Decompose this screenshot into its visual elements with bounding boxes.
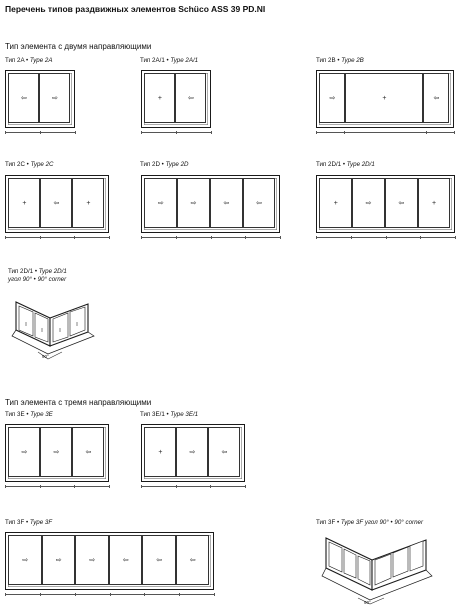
slide-right-icon: ⇨	[55, 556, 62, 564]
fixed-pane-icon: +	[431, 199, 437, 207]
element-frame	[5, 424, 109, 482]
track-tick	[109, 485, 110, 488]
sash-panel	[423, 73, 449, 123]
sash-panel	[210, 178, 243, 228]
sash-panel	[144, 178, 177, 228]
slide-right-icon: ⇨	[329, 94, 336, 102]
fixed-pane-icon: +	[86, 199, 91, 207]
label-type-2a: Тип 2A • Type 2A	[5, 57, 53, 64]
track-tick	[5, 131, 6, 134]
slide-left-icon: ⇦	[256, 199, 262, 207]
track-tick	[74, 236, 75, 239]
slide-left-icon: ⇦	[187, 94, 194, 102]
track-tick	[214, 593, 215, 596]
element-frame	[5, 175, 109, 233]
slide-right-icon: ⇨	[157, 199, 164, 207]
section-three-tracks: Тип элемента с тремя направляющими	[5, 398, 152, 407]
element-frame	[141, 70, 211, 128]
element-frame	[5, 70, 75, 128]
track-tick	[420, 236, 421, 239]
sash-panel	[243, 178, 276, 228]
slide-right-icon: ⇨	[365, 199, 372, 207]
sash-panel	[40, 427, 72, 477]
element-frame	[316, 175, 455, 233]
section-two-tracks: Тип элемента с двумя направляющими	[5, 42, 152, 51]
slide-left-icon: ⇦	[223, 199, 230, 207]
slide-left-icon: ⇦	[433, 94, 440, 102]
track-tick	[245, 485, 246, 488]
track-tick	[344, 131, 345, 134]
track-tick	[74, 485, 75, 488]
track-tick	[280, 236, 281, 239]
track-tick	[141, 485, 142, 488]
slide-right-icon: ⇨	[89, 556, 96, 564]
track-tick	[5, 485, 6, 488]
track-tick	[75, 593, 76, 596]
slide-left-icon: ⇦	[53, 199, 60, 207]
sash-panel	[72, 178, 104, 228]
track-tick	[176, 485, 177, 488]
track-tick	[40, 593, 41, 596]
page-title: Перечень типов раздвижных элементов Schüco ASS 39 PD.NI	[5, 4, 266, 14]
track-tick	[40, 236, 41, 239]
slide-right-icon: ⇨	[51, 94, 58, 102]
sash-panel	[319, 73, 345, 123]
fixed-pane-icon: +	[22, 199, 27, 207]
track-tick	[316, 236, 317, 239]
element-frame	[316, 70, 454, 128]
label-type-3e: Тип 3E • Type 3E	[5, 411, 53, 418]
sash-panel	[8, 178, 40, 228]
track-tick	[141, 131, 142, 134]
track-tick	[176, 236, 177, 239]
track-tick	[144, 593, 145, 596]
track-tick	[210, 485, 211, 488]
track-tick	[176, 131, 177, 134]
track-tick	[40, 131, 41, 134]
track-line	[141, 486, 245, 487]
slide-left-icon: ⇦	[398, 199, 405, 207]
track-tick	[179, 593, 180, 596]
slide-right-icon: ⇨	[189, 448, 196, 456]
sash-panel	[8, 73, 39, 123]
label-type-3f-corner: Тип 3F • Type 3F угол 90° • 90° corner	[316, 519, 424, 526]
track-line	[5, 237, 109, 238]
track-line	[316, 132, 454, 133]
sash-panel	[39, 73, 70, 123]
slide-left-icon: ⇦	[189, 556, 196, 564]
track-tick	[75, 131, 76, 134]
slide-right-icon: ⇨	[190, 199, 197, 207]
fixed-pane-icon: +	[157, 94, 162, 102]
sash-panel	[352, 178, 385, 228]
sash-panel	[109, 535, 143, 585]
track-tick	[245, 236, 246, 239]
label-type-2c: Тип 2C • Type 2C	[5, 161, 54, 168]
track-tick	[426, 131, 427, 134]
track-tick	[5, 593, 6, 596]
corner-3f-angle: 90°	[364, 600, 371, 605]
slide-left-icon: ⇦	[221, 448, 228, 456]
fixed-pane-icon: +	[333, 199, 338, 207]
sash-panel	[385, 178, 418, 228]
label-type-2d1: Тип 2D/1 • Type 2D/1	[316, 161, 375, 168]
sash-panel	[42, 535, 76, 585]
element-frame	[141, 424, 245, 482]
track-tick	[141, 236, 142, 239]
sash-panel	[177, 178, 210, 228]
sash-panel	[40, 178, 72, 228]
track-tick	[316, 131, 317, 134]
sash-panel	[8, 427, 40, 477]
element-frame	[5, 532, 214, 590]
sash-panel	[72, 427, 104, 477]
slide-left-icon: ⇦	[156, 556, 163, 564]
track-tick	[455, 236, 456, 239]
element-frame	[141, 175, 280, 233]
label-type-2d: Тип 2D • Type 2D	[140, 161, 189, 168]
slide-left-icon: ⇦	[122, 556, 129, 564]
slide-right-icon: ⇨	[21, 448, 28, 456]
corner-3f-drawing	[318, 530, 438, 608]
corner-2d1-angle: 90°	[42, 354, 49, 359]
track-line	[5, 486, 109, 487]
sash-panel	[8, 535, 42, 585]
track-tick	[110, 593, 111, 596]
sash-panel	[144, 427, 176, 477]
track-tick	[109, 236, 110, 239]
sash-panel	[144, 73, 175, 123]
fixed-pane-icon: +	[382, 94, 387, 102]
label-type-2d1-corner: Тип 2D/1 • Type 2D/1 угол 90° • 90° corner	[8, 268, 67, 283]
slide-right-icon: ⇨	[53, 448, 60, 456]
track-tick	[351, 236, 352, 239]
track-tick	[211, 236, 212, 239]
fixed-pane-icon: +	[158, 448, 163, 456]
sash-panel	[418, 178, 451, 228]
sash-panel	[208, 427, 240, 477]
track-tick	[40, 485, 41, 488]
track-tick	[454, 131, 455, 134]
sash-panel	[345, 73, 423, 123]
slide-left-icon: ⇦	[20, 94, 27, 102]
sash-panel	[176, 535, 210, 585]
track-tick	[211, 131, 212, 134]
label-type-3f: Тип 3F • Type 3F	[5, 519, 53, 526]
track-tick	[386, 236, 387, 239]
label-type-2a1: Тип 2A/1 • Type 2A/1	[140, 57, 199, 64]
slide-right-icon: ⇨	[22, 556, 29, 564]
sash-panel	[75, 535, 109, 585]
sash-panel	[142, 535, 176, 585]
sash-panel	[175, 73, 206, 123]
track-tick	[5, 236, 6, 239]
corner-2d1-drawing	[8, 292, 108, 364]
label-type-2b: Тип 2B • Type 2B	[316, 57, 364, 64]
slide-left-icon: ⇦	[85, 448, 92, 456]
label-type-3e1: Тип 3E/1 • Type 3E/1	[140, 411, 199, 418]
sash-panel	[176, 427, 208, 477]
sash-panel	[319, 178, 352, 228]
